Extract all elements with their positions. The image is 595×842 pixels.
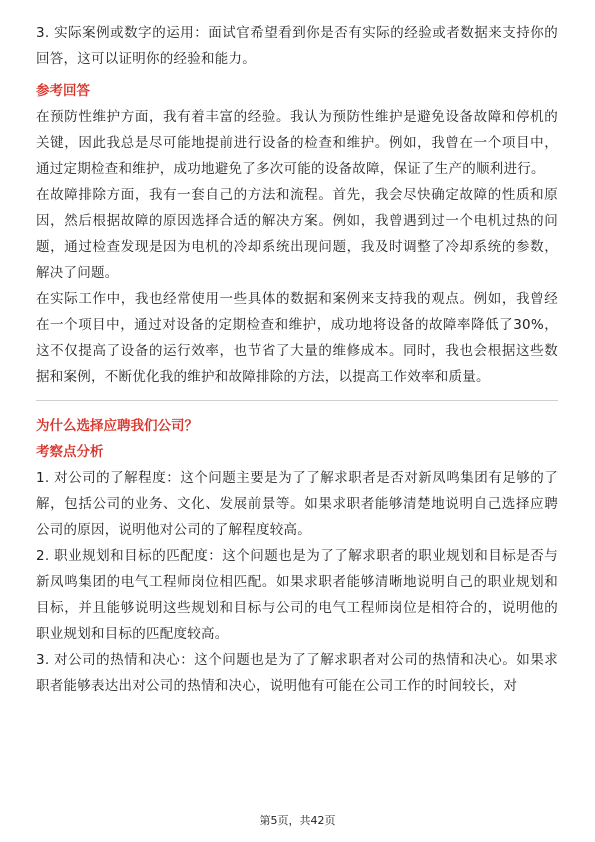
question-title: 为什么选择应聘我们公司？ (36, 418, 198, 434)
page-number-footer: 第5页，共42页 (259, 814, 336, 827)
criteria-item-3: 3. 实际案例或数字的运用：面试官希望看到你是否有实际的经验或者数据来支持你的回答，这可以证明你的经验和能力。 (36, 25, 558, 67)
analysis-item-3: 3. 对公司的热情和决心：这个问题也是为了了解求职者对公司的热情和决心。如果求职者能够表达出对公司的热情和决心，说明他有可能在公司工作的时间较长，对 (36, 652, 558, 694)
reference-answer-heading: 参考回答 (36, 83, 90, 99)
analysis-item-1: 1. 对公司的了解程度：这个问题主要是为了了解求职者是否对新凤鸣集团有足够的了解，包括公司的业务、文化、发展前景等。如果求职者能够清楚地说明自己选择应聘公司的原因，说明他对公司的了解程度较高。 (36, 470, 558, 538)
analysis-heading: 考察点分析 (36, 444, 104, 460)
answer-paragraph-3: 在实际工作中，我也经常使用一些具体的数据和案例来支持我的观点。例如，我曾经在一个项目中，通过对设备的定期检查和维护，成功地将设备的故障率降低了30%，这不仅提高了设备的运行效率，也节省了大量的维修成本。同时，我也会根据这些数据和案例，不断优化我的维护和故障排除的方法，以提高工作效率和质量。 (36, 291, 558, 385)
answer-paragraph-2: 在故障排除方面，我有一套自己的方法和流程。首先，我会尽快确定故障的性质和原因，然后根据故障的原因选择合适的解决方案。例如，我曾遇到过一个电机过热的问题，通过检查发现是因为电机的冷却系统出现问题，我及时调整了冷却系统的参数，解决了问题。 (36, 187, 558, 281)
section-divider (36, 400, 558, 401)
page-content (36, 20, 558, 699)
answer-paragraph-1: 在预防性维护方面，我有着丰富的经验。我认为预防性维护是避免设备故障和停机的关键，因此我总是尽可能地提前进行设备的检查和维护。例如，我曾在一个项目中，通过定期检查和维护，成功地避免了多次可能的设备故障，保证了生产的顺利进行。 (36, 109, 558, 177)
analysis-item-2: 2. 职业规划和目标的匹配度：这个问题也是为了了解求职者的职业规划和目标是否与新凤鸣集团的电气工程师岗位相匹配。如果求职者能够清晰地说明自己的职业规划和目标，并且能够说明这些规划和目标与公司的电气工程师岗位是相符合的，说明他的职业规划和目标的匹配度较高。 (36, 548, 558, 642)
